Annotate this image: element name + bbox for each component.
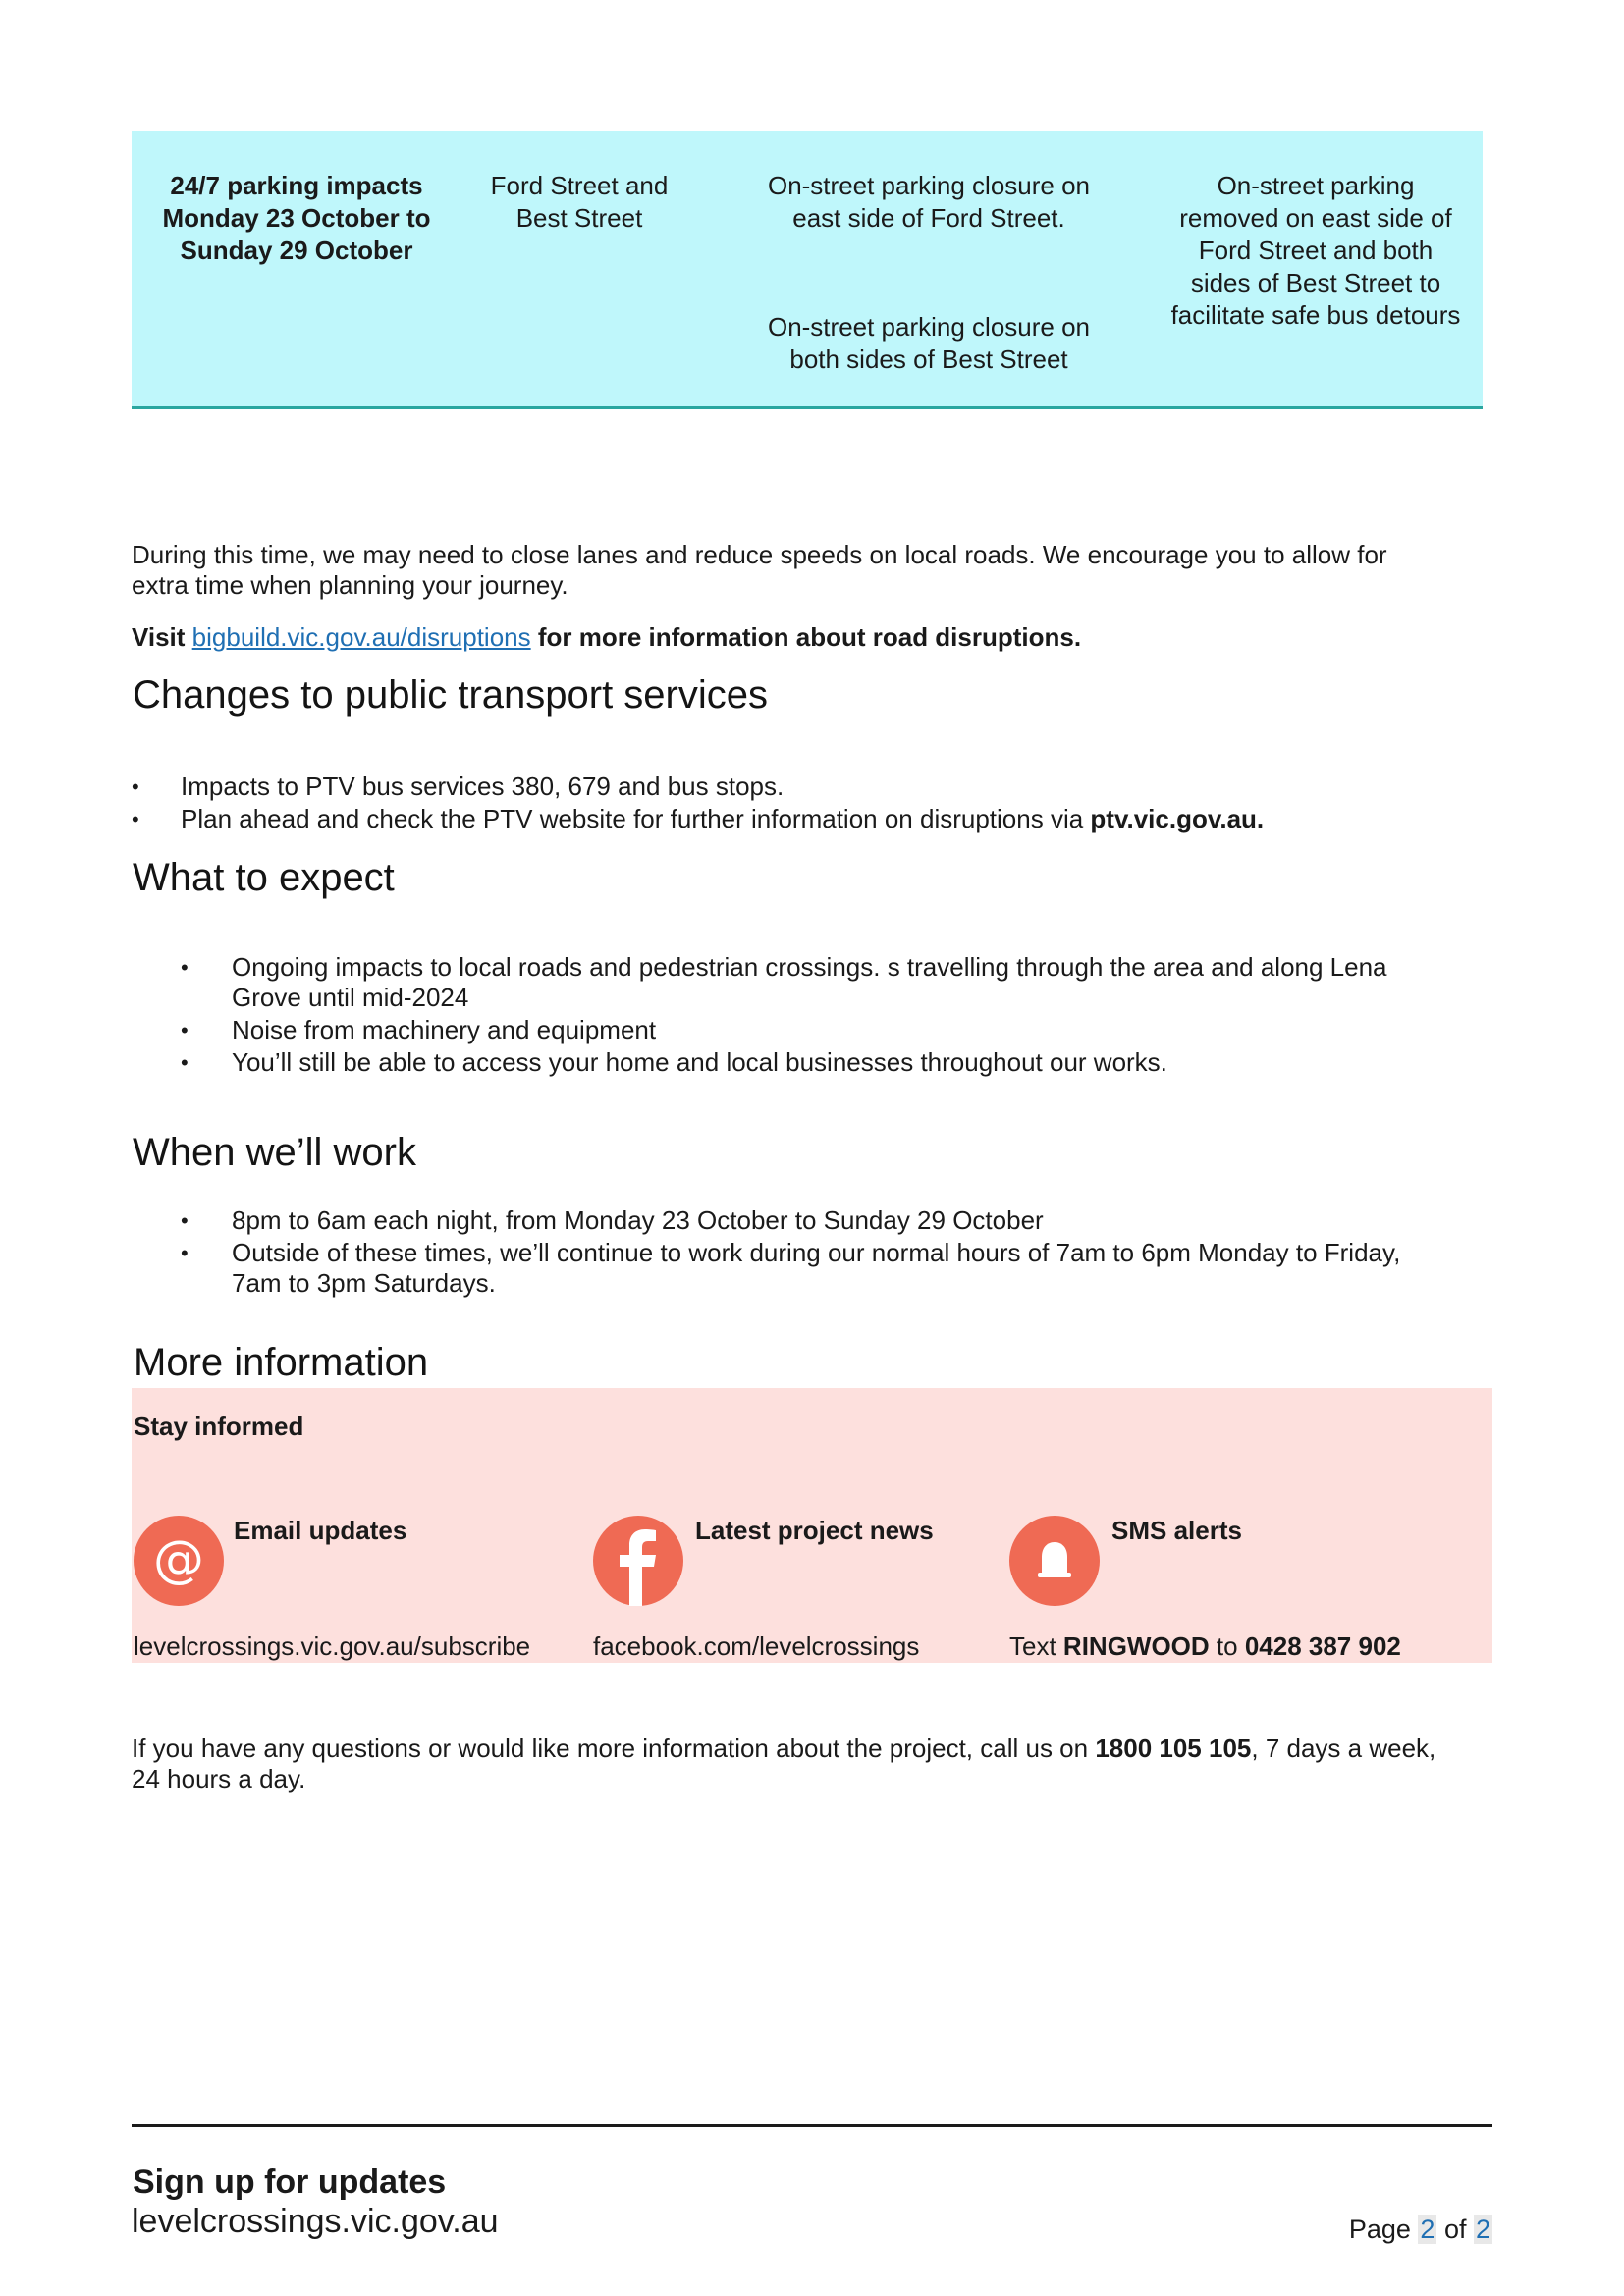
intro-paragraph: During this time, we may need to close lanes and reduce speeds on local roads. We encourage you to allow for extra time when planning your journey. [132,540,1387,600]
bullet-icon: • [132,807,139,831]
stay-informed-label: Stay informed [134,1412,304,1441]
parking-impacts-table [132,131,1483,409]
list-item: • Ongoing impacts to local roads and pedestrian crossings. s travelling through the area and along Lena Grove until mid-2024 [181,952,1387,1012]
contact-paragraph: If you have any questions or would like more information about the project, call us on 1800 105 105, 7 days a week, 24 hours a day. [132,1734,1436,1793]
table-cell-closures: On-street parking closure on east side of Ford Street. On-street parking closure on both sides of Best Street [767,171,1091,374]
email-updates-title: Email updates [234,1516,407,1545]
signup-title: Sign up for updates [133,2163,447,2201]
bullet-icon: • [181,1050,189,1075]
latest-news-title: Latest project news [695,1516,934,1545]
list-item: • Outside of these times, we’ll continue to work during our normal hours of 7am to 6pm Monday to Friday, 7am to 3pm Saturdays. [181,1238,1401,1298]
when-we-work-list [181,1205,1506,1301]
stay-informed-box [132,1388,1492,1663]
table-cell-location: Ford Street and Best Street [490,171,669,233]
list-item: • Impacts to PTV bus services 380, 679 and bus stops. [132,772,785,801]
public-transport-heading: Changes to public transport services [133,673,768,717]
table-cell-impact-period: 24/7 parking impacts Monday 23 October to Sunday 29 October [162,171,431,265]
signup-url[interactable]: levelcrossings.vic.gov.au [132,2203,499,2240]
more-information-heading: More information [134,1341,429,1384]
footer-divider [132,2124,1492,2127]
sms-alerts-title: SMS alerts [1111,1516,1242,1545]
list-item: • Plan ahead and check the PTV website for further information on disruptions via ptv.vic.gov.au. [132,804,1265,833]
when-we-work-heading: When we’ll work [133,1131,416,1174]
bullet-icon: • [181,1208,189,1233]
table-cell-removal: On-street parking removed on east side of Ford Street and both sides of Best Street to facilitate safe bus detours [1170,171,1461,330]
email-subscribe-link[interactable]: levelcrossings.vic.gov.au/subscribe [134,1631,531,1661]
bullet-icon: • [181,955,189,980]
svg-text:@: @ [153,1531,204,1589]
page-number: Page 2 of 2 [1348,2215,1490,2244]
visit-line: Visit bigbuild.vic.gov.au/disruptions for more information about road disruptions. [132,622,1082,652]
bullet-icon: • [132,774,139,799]
what-to-expect-heading: What to expect [133,856,395,899]
contact-phone: 1800 105 105 [1095,1734,1252,1763]
disruptions-link[interactable]: bigbuild.vic.gov.au/disruptions [191,622,531,652]
facebook-link[interactable]: facebook.com/levelcrossings [593,1631,920,1661]
facebook-icon [593,1516,683,1606]
at-icon [134,1516,224,1606]
bullet-icon: • [181,1241,189,1265]
list-item: • Noise from machinery and equipment [181,1015,657,1044]
bell-icon [1009,1516,1100,1606]
public-transport-list [132,772,1506,836]
bullet-icon: • [181,1018,189,1042]
list-item: • 8pm to 6am each night, from Monday 23 October to Sunday 29 October [181,1205,1044,1235]
list-item: • You’ll still be able to access your home and local businesses throughout our works. [181,1047,1167,1077]
sms-instructions: Text RINGWOOD to 0428 387 902 [1009,1631,1401,1661]
what-to-expect-list [181,952,1506,1080]
